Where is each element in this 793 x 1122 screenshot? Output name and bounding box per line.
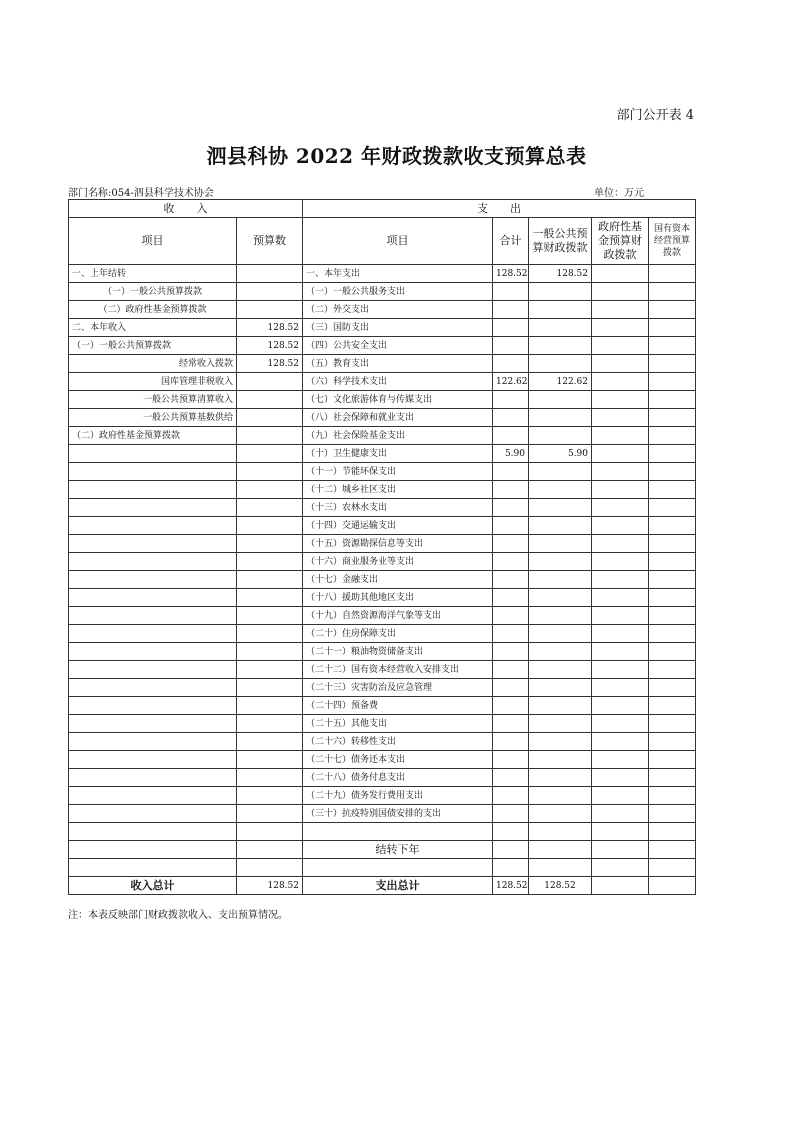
expense-total-cell — [493, 697, 529, 715]
income-item-cell — [69, 463, 237, 481]
income-value-cell — [237, 661, 303, 679]
government-fund-cell — [592, 805, 649, 823]
blank-cell — [529, 859, 592, 877]
general-budget-cell — [529, 751, 592, 769]
blank-cell — [493, 859, 529, 877]
expense-total-cell — [493, 355, 529, 373]
general-budget-cell — [529, 553, 592, 571]
carry-over-label: 结转下年 — [303, 841, 493, 859]
table-row — [69, 697, 696, 715]
general-budget-cell — [529, 805, 592, 823]
expense-item-cell: （二十一）粮油物资储备支出 — [303, 643, 493, 661]
blank-cell — [69, 841, 237, 859]
income-value-cell — [237, 409, 303, 427]
expense-total-cell — [493, 517, 529, 535]
expense-item-cell: （二十八）债务付息支出 — [303, 769, 493, 787]
table-row — [69, 733, 696, 751]
expense-item-cell: （十三）农林水支出 — [303, 499, 493, 517]
expense-item-cell: （七）文化旅游体育与传媒支出 — [303, 391, 493, 409]
blank-cell — [303, 859, 493, 877]
general-budget-cell — [529, 715, 592, 733]
government-fund-cell — [592, 301, 649, 319]
government-fund-cell — [592, 463, 649, 481]
state-capital-cell — [649, 265, 696, 283]
government-fund-cell — [592, 535, 649, 553]
income-item-cell — [69, 661, 237, 679]
state-capital-cell — [649, 517, 696, 535]
expense-total-cell — [493, 733, 529, 751]
state-capital-cell — [649, 445, 696, 463]
income-item-cell: 一、上年结转 — [69, 265, 237, 283]
income-item-cell — [69, 571, 237, 589]
expense-total-cell — [493, 607, 529, 625]
income-value-cell — [237, 553, 303, 571]
government-fund-cell — [592, 319, 649, 337]
income-value-cell — [237, 715, 303, 733]
income-value-cell — [237, 697, 303, 715]
expense-item-cell: （二十六）转移性支出 — [303, 733, 493, 751]
expense-total-cell — [493, 283, 529, 301]
income-item-cell: （一）一般公共预算拨款 — [69, 283, 237, 301]
income-value-cell — [237, 643, 303, 661]
income-item-cell — [69, 607, 237, 625]
table-row — [69, 427, 696, 445]
government-fund-cell — [592, 553, 649, 571]
state-capital-cell — [649, 373, 696, 391]
government-fund-cell — [592, 571, 649, 589]
header-expense-total: 合计 — [493, 218, 529, 265]
table-row — [69, 355, 696, 373]
blank-cell — [592, 841, 649, 859]
expense-item-cell: （十六）商业服务业等支出 — [303, 553, 493, 571]
government-fund-cell — [592, 751, 649, 769]
general-budget-cell — [529, 643, 592, 661]
table-row — [69, 805, 696, 823]
state-capital-cell — [649, 679, 696, 697]
income-item-cell: （二）政府性基金预算拨款 — [69, 301, 237, 319]
blank-cell — [69, 823, 237, 841]
expense-total-cell — [493, 481, 529, 499]
table-row — [69, 625, 696, 643]
page-title: 泗县科协 2022 年财政拨款收支预算总表 — [206, 144, 587, 168]
blank-cell — [592, 859, 649, 877]
income-value-cell: 128.52 — [237, 319, 303, 337]
expense-item-cell: （二十九）债务发行费用支出 — [303, 787, 493, 805]
header-state-capital: 国有资本经营预算拨款 — [649, 218, 696, 265]
state-capital-cell — [649, 463, 696, 481]
expense-item-cell: （十二）城乡社区支出 — [303, 481, 493, 499]
general-budget-total-value: 128.52 — [529, 877, 592, 895]
general-budget-cell — [529, 625, 592, 643]
expense-item-cell: （二十二）国有资本经营收入安排支出 — [303, 661, 493, 679]
expense-total-cell: 5.90 — [493, 445, 529, 463]
state-capital-cell — [649, 733, 696, 751]
table-row — [69, 391, 696, 409]
expense-total-cell — [493, 787, 529, 805]
totals-row — [69, 877, 696, 895]
general-budget-cell — [529, 733, 592, 751]
general-budget-cell — [529, 283, 592, 301]
header-income-budget: 预算数 — [237, 218, 303, 265]
table-row — [69, 337, 696, 355]
table-row — [69, 373, 696, 391]
state-capital-cell — [649, 643, 696, 661]
table-row — [69, 787, 696, 805]
blank-cell — [649, 877, 696, 895]
table-row — [69, 535, 696, 553]
state-capital-cell — [649, 319, 696, 337]
government-fund-cell — [592, 517, 649, 535]
department-name: 部门名称:054-泗县科学技术协会 — [68, 188, 214, 199]
expense-total-cell — [493, 571, 529, 589]
income-value-cell — [237, 499, 303, 517]
table-row — [69, 571, 696, 589]
income-item-cell — [69, 733, 237, 751]
expense-item-cell: （一）一般公共服务支出 — [303, 283, 493, 301]
general-budget-cell — [529, 787, 592, 805]
table-row — [69, 553, 696, 571]
income-item-cell — [69, 697, 237, 715]
expense-total-cell — [493, 625, 529, 643]
income-value-cell — [237, 283, 303, 301]
table-row — [69, 643, 696, 661]
income-value-cell — [237, 751, 303, 769]
expense-total-cell — [493, 391, 529, 409]
income-item-cell — [69, 481, 237, 499]
income-item-cell — [69, 625, 237, 643]
expense-item-cell: （二十）住房保障支出 — [303, 625, 493, 643]
state-capital-cell — [649, 589, 696, 607]
income-item-cell — [69, 805, 237, 823]
income-section-label: 收 入 — [69, 200, 303, 218]
income-value-cell — [237, 805, 303, 823]
blank-cell — [69, 859, 237, 877]
table-row — [69, 661, 696, 679]
income-value-cell — [237, 463, 303, 481]
government-fund-cell — [592, 373, 649, 391]
blank-cell — [237, 841, 303, 859]
government-fund-cell — [592, 265, 649, 283]
government-fund-cell — [592, 427, 649, 445]
general-budget-cell — [529, 571, 592, 589]
expense-total-cell: 128.52 — [493, 265, 529, 283]
income-item-cell — [69, 517, 237, 535]
expense-total-cell — [493, 463, 529, 481]
general-budget-cell: 5.90 — [529, 445, 592, 463]
expense-total-cell — [493, 337, 529, 355]
expense-total-cell — [493, 427, 529, 445]
blank-cell — [303, 823, 493, 841]
government-fund-cell — [592, 607, 649, 625]
income-item-cell — [69, 589, 237, 607]
income-item-cell — [69, 679, 237, 697]
income-item-cell — [69, 445, 237, 463]
state-capital-cell — [649, 769, 696, 787]
expense-item-cell: （十七）金融支出 — [303, 571, 493, 589]
general-budget-cell — [529, 499, 592, 517]
expense-item-cell: （十一）节能环保支出 — [303, 463, 493, 481]
general-budget-cell — [529, 769, 592, 787]
blank-cell — [237, 823, 303, 841]
government-fund-cell — [592, 643, 649, 661]
income-item-cell: 国库管理非税收入 — [69, 373, 237, 391]
government-fund-cell — [592, 661, 649, 679]
table-row — [69, 463, 696, 481]
government-fund-cell — [592, 409, 649, 427]
budget-table — [68, 199, 696, 895]
expense-total-cell — [493, 769, 529, 787]
table-row — [69, 301, 696, 319]
expense-total-cell — [493, 535, 529, 553]
blank-cell — [493, 841, 529, 859]
government-fund-cell — [592, 337, 649, 355]
income-value-cell — [237, 535, 303, 553]
table-row — [69, 265, 696, 283]
government-fund-cell — [592, 625, 649, 643]
state-capital-cell — [649, 805, 696, 823]
expense-total-cell — [493, 715, 529, 733]
expense-total-cell — [493, 409, 529, 427]
state-capital-cell — [649, 535, 696, 553]
page-label: 部门公开表 4 — [616, 108, 694, 123]
income-item-cell — [69, 787, 237, 805]
table-row — [69, 445, 696, 463]
income-item-cell — [69, 535, 237, 553]
income-item-cell: 一般公共预算清算收入 — [69, 391, 237, 409]
income-item-cell — [69, 715, 237, 733]
general-budget-cell — [529, 517, 592, 535]
state-capital-cell — [649, 697, 696, 715]
government-fund-cell — [592, 769, 649, 787]
general-budget-cell — [529, 463, 592, 481]
general-budget-cell — [529, 679, 592, 697]
expense-item-cell: （二）外交支出 — [303, 301, 493, 319]
general-budget-cell — [529, 337, 592, 355]
state-capital-cell — [649, 571, 696, 589]
footnote: 注：本表反映部门财政拨款收入、支出预算情况。 — [68, 910, 288, 921]
general-budget-cell — [529, 481, 592, 499]
state-capital-cell — [649, 427, 696, 445]
state-capital-cell — [649, 337, 696, 355]
income-item-cell: 二、本年收入 — [69, 319, 237, 337]
general-budget-cell — [529, 427, 592, 445]
state-capital-cell — [649, 301, 696, 319]
expense-total-value: 128.52 — [493, 877, 529, 895]
expense-total-cell — [493, 661, 529, 679]
state-capital-cell — [649, 409, 696, 427]
state-capital-cell — [649, 607, 696, 625]
header-expense-item: 项目 — [303, 218, 493, 265]
general-budget-cell — [529, 697, 592, 715]
expense-item-cell: （十四）交通运输支出 — [303, 517, 493, 535]
government-fund-cell — [592, 733, 649, 751]
income-total-label: 收入总计 — [69, 877, 237, 895]
income-value-cell — [237, 445, 303, 463]
general-budget-cell — [529, 607, 592, 625]
income-value-cell: 128.52 — [237, 355, 303, 373]
government-fund-cell — [592, 715, 649, 733]
income-value-cell — [237, 517, 303, 535]
expense-item-cell: （二十四）预备费 — [303, 697, 493, 715]
blank-row — [69, 859, 696, 877]
blank-cell — [592, 877, 649, 895]
general-budget-cell — [529, 589, 592, 607]
state-capital-cell — [649, 751, 696, 769]
expense-item-cell: （十）卫生健康支出 — [303, 445, 493, 463]
income-value-cell: 128.52 — [237, 337, 303, 355]
income-value-cell — [237, 607, 303, 625]
section-header-row — [69, 200, 696, 218]
income-item-cell — [69, 643, 237, 661]
expense-item-cell: （四）公共安全支出 — [303, 337, 493, 355]
table-row — [69, 517, 696, 535]
blank-cell — [649, 841, 696, 859]
income-value-cell — [237, 625, 303, 643]
income-item-cell — [69, 499, 237, 517]
government-fund-cell — [592, 391, 649, 409]
blank-cell — [237, 859, 303, 877]
general-budget-cell — [529, 301, 592, 319]
expense-item-cell: （二十三）灾害防治及应急管理 — [303, 679, 493, 697]
government-fund-cell — [592, 481, 649, 499]
expense-item-cell: （六）科学技术支出 — [303, 373, 493, 391]
state-capital-cell — [649, 391, 696, 409]
income-value-cell — [237, 373, 303, 391]
state-capital-cell — [649, 283, 696, 301]
blank-cell — [649, 823, 696, 841]
state-capital-cell — [649, 661, 696, 679]
table-row — [69, 409, 696, 427]
header-government-fund: 政府性基金预算财政拨款 — [592, 218, 649, 265]
expense-total-cell — [493, 751, 529, 769]
income-value-cell — [237, 265, 303, 283]
table-row — [69, 589, 696, 607]
expense-total-label: 支出总计 — [303, 877, 493, 895]
income-value-cell — [237, 427, 303, 445]
income-value-cell — [237, 391, 303, 409]
expense-total-cell — [493, 301, 529, 319]
table-row — [69, 679, 696, 697]
government-fund-cell — [592, 679, 649, 697]
government-fund-cell — [592, 445, 649, 463]
table-row — [69, 319, 696, 337]
income-item-cell: 一般公共预算基数供给 — [69, 409, 237, 427]
government-fund-cell — [592, 355, 649, 373]
income-item-cell: （一）一般公共预算拨款 — [69, 337, 237, 355]
income-item-cell: （二）政府性基金预算拨款 — [69, 427, 237, 445]
income-value-cell — [237, 481, 303, 499]
expense-total-cell — [493, 553, 529, 571]
blank-cell — [649, 859, 696, 877]
state-capital-cell — [649, 499, 696, 517]
expense-item-cell: 一、本年支出 — [303, 265, 493, 283]
income-item-cell: 经常收入拨款 — [69, 355, 237, 373]
table-row — [69, 283, 696, 301]
general-budget-cell — [529, 409, 592, 427]
income-value-cell — [237, 769, 303, 787]
expense-total-cell — [493, 679, 529, 697]
table-row — [69, 607, 696, 625]
expense-total-cell — [493, 589, 529, 607]
blank-cell — [592, 823, 649, 841]
expense-item-cell: （三十）抗疫特别国债安排的支出 — [303, 805, 493, 823]
expense-item-cell: （五）教育支出 — [303, 355, 493, 373]
expense-item-cell: （十五）资源勘探信息等支出 — [303, 535, 493, 553]
government-fund-cell — [592, 787, 649, 805]
table-row — [69, 751, 696, 769]
table-row — [69, 499, 696, 517]
income-item-cell — [69, 769, 237, 787]
blank-cell — [529, 823, 592, 841]
expense-item-cell: （九）社会保险基金支出 — [303, 427, 493, 445]
carry-over-row — [69, 841, 696, 859]
expense-item-cell: （八）社会保障和就业支出 — [303, 409, 493, 427]
state-capital-cell — [649, 787, 696, 805]
income-value-cell — [237, 733, 303, 751]
blank-row — [69, 823, 696, 841]
expense-total-cell — [493, 805, 529, 823]
expense-total-cell — [493, 499, 529, 517]
government-fund-cell — [592, 589, 649, 607]
unit-label: 单位：万元 — [594, 188, 644, 199]
column-header-row — [69, 218, 696, 265]
income-value-cell — [237, 787, 303, 805]
expense-section-label: 支 出 — [303, 200, 696, 218]
general-budget-cell — [529, 661, 592, 679]
government-fund-cell — [592, 283, 649, 301]
table-row — [69, 715, 696, 733]
government-fund-cell — [592, 697, 649, 715]
general-budget-cell — [529, 535, 592, 553]
expense-item-cell: （十九）自然资源海洋气象等支出 — [303, 607, 493, 625]
general-budget-cell — [529, 391, 592, 409]
expense-total-cell: 122.62 — [493, 373, 529, 391]
expense-total-cell — [493, 643, 529, 661]
expense-item-cell: （三）国防支出 — [303, 319, 493, 337]
state-capital-cell — [649, 625, 696, 643]
state-capital-cell — [649, 553, 696, 571]
state-capital-cell — [649, 715, 696, 733]
general-budget-cell — [529, 319, 592, 337]
expense-item-cell: （二十五）其他支出 — [303, 715, 493, 733]
general-budget-cell: 122.62 — [529, 373, 592, 391]
header-general-budget: 一般公共预算财政拨款 — [529, 218, 592, 265]
income-value-cell — [237, 679, 303, 697]
expense-total-cell — [493, 319, 529, 337]
government-fund-cell — [592, 499, 649, 517]
header-income-item: 项目 — [69, 218, 237, 265]
income-value-cell — [237, 571, 303, 589]
income-item-cell — [69, 553, 237, 571]
state-capital-cell — [649, 355, 696, 373]
blank-cell — [493, 823, 529, 841]
table-row — [69, 481, 696, 499]
general-budget-cell — [529, 355, 592, 373]
income-value-cell — [237, 589, 303, 607]
income-total-value: 128.52 — [237, 877, 303, 895]
blank-cell — [529, 841, 592, 859]
expense-item-cell: （二十七）债务还本支出 — [303, 751, 493, 769]
general-budget-cell: 128.52 — [529, 265, 592, 283]
expense-item-cell: （十八）援助其他地区支出 — [303, 589, 493, 607]
income-item-cell — [69, 751, 237, 769]
income-value-cell — [237, 301, 303, 319]
state-capital-cell — [649, 481, 696, 499]
table-row — [69, 769, 696, 787]
